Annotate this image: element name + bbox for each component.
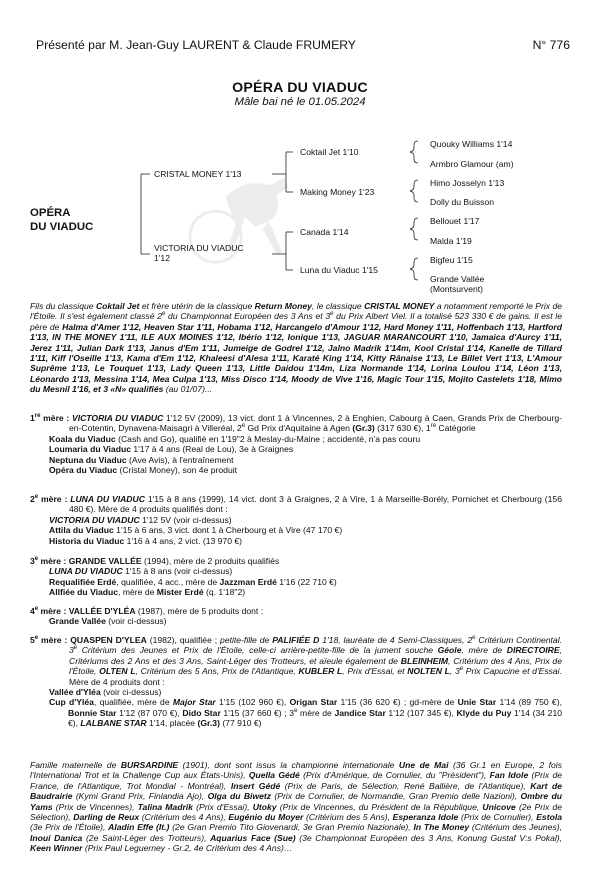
family-horse: Aladin Effe (It.): [108, 822, 170, 833]
group-badge: (Gr.3): [352, 423, 375, 434]
pedigree-dsd: Malda 1'19: [430, 236, 472, 246]
product-name: Unie Star: [457, 697, 497, 708]
text: 1'12 (107 345 €),: [385, 707, 457, 718]
text: du Championnat Européen des 3 Ans et 3: [165, 311, 331, 322]
family-horse: Esperanza Idole: [392, 812, 459, 823]
text: 3: [30, 556, 35, 566]
family-horse: Insert Gédé: [230, 780, 281, 791]
sup: re: [430, 423, 437, 430]
product-name: Origan Star: [289, 697, 338, 708]
text: (Cash and Go), qualifié en 1'19"2 à Meslay-du-Maine ; accidenté, n'a pas couru: [115, 433, 421, 444]
text: , 3: [449, 666, 460, 677]
mere5-label: [30, 635, 70, 645]
pedigree-sss: Quouky Williams 1'14: [430, 139, 513, 149]
product-name: Requalifiée Erdé: [49, 576, 117, 587]
product-name: Grande Vallée: [49, 616, 106, 627]
mere1-section: [30, 413, 562, 475]
product-name: Neptuna du Viaduc: [49, 454, 127, 465]
family-horse: Keen Winner: [30, 843, 83, 854]
text: Prix Capucine et d'Essai: [463, 666, 560, 677]
product-name: Historia du Viaduc: [49, 535, 125, 546]
text: Catégorie: [436, 423, 476, 434]
text: mère :: [38, 494, 71, 504]
text: (3e Championnat Européen des 3 Ans, Konung Gustaf V:s Pokal),: [295, 832, 563, 843]
sire-paragraph: [30, 301, 562, 395]
text: (Kymi Grand Prix, Finlandia Ajo),: [72, 791, 208, 802]
family-horse: Olga du Biwetz: [207, 791, 272, 802]
family-paragraph: [30, 760, 562, 854]
mere5-section: [30, 635, 562, 729]
ancestor-name: BLEINHEIM: [400, 655, 449, 666]
pedigree-ssd: Armbro Glamour (am): [430, 159, 514, 169]
text: (Prix d'Amérique, de Cornulier, du "Président"),: [299, 770, 490, 781]
text: 1'15 (36 620 €) ; gd-mère de: [337, 697, 458, 708]
product-name: Major Star: [172, 697, 216, 708]
text: (1994), mère de 2 produits qualifiés: [141, 556, 280, 566]
sup: e: [34, 556, 39, 563]
text: (2e Prix de Sélection),: [30, 801, 562, 823]
product-name: Dido Star: [182, 707, 221, 718]
family-horse: Une de Mai: [398, 760, 449, 770]
text: mère :: [38, 556, 69, 566]
text: mère :: [38, 606, 69, 616]
mere1-label: [30, 413, 72, 423]
text: 1'15 (37 660 €) ; 3: [220, 707, 295, 718]
ancestor-name: PALIFIÉE D: [272, 635, 320, 645]
pedigree-ddd-line1: Grande Vallée: [430, 274, 485, 284]
group-badge: (Gr.3): [197, 718, 220, 729]
family-name: BURSARDINE: [120, 760, 179, 770]
pedigree-dam-line2: 1'12: [154, 253, 170, 264]
product-name: LUNA DU VIADUC: [49, 566, 123, 577]
pedigree-horse: [30, 206, 93, 235]
text: 1'18, lauréate de 4 Semi-Classiques, 2: [319, 635, 473, 645]
product-name: Attila du Viaduc: [49, 525, 114, 536]
text: 1'16 à 4 ans, 2 vict. (13 970 €): [124, 535, 243, 546]
text: , mère de: [118, 587, 157, 598]
mere2-section: [30, 494, 562, 546]
ancestor-name: Géole: [437, 645, 462, 656]
text: 2: [30, 494, 35, 504]
mere3-label: [30, 556, 69, 566]
text: (Prix de Vincennes, du Président de la République,: [276, 801, 483, 812]
pedigree-dds: Bigfeu 1'15: [430, 255, 473, 265]
product-name: Jandice Star: [334, 707, 386, 718]
text: 1'17 à 4 ans (Real de Lou), 3e à Graignes: [130, 444, 294, 455]
text: 1'15 à 8 ans (voir ci-dessus): [122, 566, 233, 577]
text: 1'15 à 6 ans, 3 vict. dont 1 à Cherbourg et à Vire (47 170 €): [113, 525, 343, 536]
mere3-section: [30, 556, 562, 598]
text: et frère utérin de la classique: [139, 301, 255, 311]
family-horse: Ombre du Yams: [30, 791, 562, 812]
text: 1'14 (89 750 €),: [496, 697, 562, 708]
mere4-label: [30, 606, 69, 616]
text: 4: [30, 606, 35, 616]
text: (317 630 €), 1: [374, 423, 431, 434]
text: (Prix de France, de l'Atlantique, Trot Mondial - Montréal),: [30, 770, 563, 791]
text: 1'12 5V (voir ci-dessus): [139, 514, 232, 525]
text: . Mère de 4 produits dont :: [69, 666, 562, 687]
text: (Prix de Paris, de Sélection, René Ballière, de l'Atlantique),: [280, 780, 531, 791]
text: 1'12 (87 070 €),: [116, 707, 183, 718]
pedigree-chart: [0, 130, 600, 298]
pedigree-ddd-line2: (Montsurvent): [430, 284, 484, 295]
sup: e: [472, 635, 476, 642]
mere2-label: [30, 494, 70, 504]
lot-number: N° 776: [532, 38, 570, 52]
ancestor-name: DIRECTOIRE: [506, 645, 560, 656]
sup: e: [330, 311, 334, 318]
text: (voir ci-dessus): [100, 687, 162, 698]
text: Critérium des Jeunes et Prix de l'Étoile, celle-ci arrière-petite-fille de la jument souche: [77, 645, 438, 656]
product-name: Loumaria du Viaduc: [49, 444, 131, 455]
text: , qualifiée, mère de: [93, 697, 173, 708]
text: du Prix Albert Viel. Il a totalisé 523 330 € de gains. Il est le père de: [30, 311, 562, 332]
text: (Prix Paul Leguerney - Gr.2, 4e Critérium des 4 Ans)…: [82, 843, 293, 854]
sup: e: [34, 494, 39, 501]
family-horse: Unicove: [482, 801, 516, 812]
family-horse: Utoky: [252, 801, 277, 812]
text: (Prix de Vincennes),: [52, 801, 138, 812]
text: a notamment remporté le Prix de l'Étoile. Il s'est également classé 2: [30, 301, 563, 322]
sup: e: [294, 707, 298, 714]
mere5-name: QUASPEN D'YLEA: [70, 635, 147, 645]
family-horse: Darling de Reux: [73, 812, 140, 823]
sup: e: [34, 606, 39, 613]
pedigree-dam-dam: Luna du Viaduc 1'15: [300, 265, 378, 275]
text: 5: [30, 635, 35, 645]
ancestor-name: OLTEN L: [99, 666, 136, 677]
sup: e: [241, 423, 246, 430]
text: (au 01/07)...: [163, 384, 213, 395]
text: mère :: [40, 413, 72, 423]
text: , Critérium des 5 Ans, Prix de l'Atlantique,: [135, 666, 299, 677]
pedigree-horse-line2: DU VIADUC: [30, 221, 94, 234]
product-name: Bonnie Star: [68, 707, 117, 718]
text: , le classique: [311, 301, 365, 311]
pedigree-sds: Himo Josselyn 1'13: [430, 178, 505, 188]
pedigree-sire-dam: Making Money 1'23: [300, 187, 375, 197]
text: (77 910 €): [219, 718, 262, 729]
text: (Ave Avis), à l'entraînement: [126, 454, 234, 465]
text: , Critériums des 2 Ans et des 3 Ans, Saint-Léger des Trotteurs, et aïeule également de: [69, 645, 562, 666]
text: 1'12 5V (2009), 13 vict. dont 1 à Vincennes, 2 à Enghien, Cabourg à Caen, Grands Prix de Cherbourg-en-Cotentin, Dynavena-Maisagri à Villeréal, 2: [69, 413, 562, 434]
text: (voir ci-dessus): [105, 616, 167, 627]
pedigree-sire-sire: Coktail Jet 1'10: [300, 147, 359, 157]
text: (Cristal Money), son 4e produit: [117, 465, 238, 476]
family-horse: Kart de Baudrairie: [30, 780, 562, 802]
text: (1901), dont sont issus la championne internationale: [178, 760, 399, 770]
text: (Prix de Cornulier),: [458, 812, 537, 823]
family-horse: In The Money: [413, 822, 470, 833]
pedigree-dss: Bellouet 1'17: [430, 216, 480, 226]
text: , qualifiée, 4 acc., mère de: [116, 576, 220, 587]
presenter-line: Présenté par M. Jean-Guy LAURENT & Claude FRUMERY: [36, 38, 356, 52]
sup: e: [162, 311, 166, 318]
text: (2e Saint-Léger des Trotteurs),: [82, 832, 211, 843]
pedigree-sire: CRISTAL MONEY 1'13: [154, 169, 242, 179]
text: (q. 1'18"2): [203, 587, 246, 598]
product-name: Cup d'Yléa: [49, 697, 94, 708]
mere1-name: VICTORIA DU VIADUC: [71, 413, 164, 423]
family-horse: Estola: [536, 812, 562, 823]
text: 1'14 (34 210 €),: [68, 707, 563, 729]
product-name: VICTORIA DU VIADUC: [49, 514, 140, 525]
progeny-list: Halma d'Amer 1'12, Heaven Star 1'11, Hobama 1'12, Harcangelo d'Amour 1'12, Hard Money 1'11, Hoffenbach 1'13, Hartford 1'13, IN THE MONEY 1'11, ILE AUX MOINES 1'12, Ibério 1'12, Ionique 1'13, JAGUAR MARANCOURT 1'10, Jamaica d'Aurcy 1'11, Jerez 1'11, Julian Dark 1'13, Janus d'Em 1'11, Jumeige de Godrel 1'12, Jalno Madrik 1'14m, Kool Cristal 1'14, Kanelle de Tillard 1'11, Kiff l'Oseille 1'13, Kama d'Em 1'12, Khaleesi d'Alesa 1'11, Karaté King 1'14, Kitty Rânaise 1'13, Le Billet Vert 1'13, L'Amour Suprême 1'13, Le Touquet 1'13, Lady Queen 1'13, Little Daidou 1'14m, Liza Normande 1'14, Lorina Loulou 1'14, Léon 1'13, Léonardo 1'13, Messina 1'14, Mea Culpa 1'13, Miss Disco 1'14, Moody de Vive 1'16, Magic Tour 1'15, Mojito Castelets 1'18, Mimo du Mesnil 1'16, et 3 «N» qualifiés: [30, 321, 562, 395]
sire-name: CRISTAL MONEY: [364, 301, 435, 311]
product-name: Allfiée du Viaduc: [49, 587, 119, 598]
sup: e: [459, 666, 464, 673]
text: mère :: [38, 635, 71, 645]
text: Critérium Continental. 3: [69, 635, 562, 656]
text: (1982), qualifiée ;: [146, 635, 221, 645]
mere3-name: GRANDE VALLÉE: [68, 556, 142, 566]
product-name: Mister Erdé: [156, 587, 204, 598]
pedigree-dam-line1: VICTORIA DU VIADUC: [154, 243, 244, 253]
text: Gd Prix d'Aquitaine à Agen: [245, 423, 353, 434]
ancestor-name: KUBLER L: [298, 666, 343, 677]
sire-sire-name: Coktail Jet: [95, 301, 140, 311]
product-name: Jazzman Erdé: [219, 576, 277, 587]
product-name: Opéra du Viaduc: [49, 465, 118, 476]
text: 1'15 à 8 ans (1999), 14 vict. dont 3 à Graignes, 2 à Vire, 1 à Marseille-Borély, Pornichet et Cherbourg (156 480 €). Mère de 4 produits qualifiés dont :: [69, 494, 562, 515]
family-horse: Quella Gédé: [248, 770, 300, 781]
text: , Critérium des 4 Ans, Prix de l'Étoile,: [69, 655, 562, 677]
family-horse: Inoui Danica: [30, 832, 83, 843]
text: (3e Prix de l'Étoile),: [30, 822, 109, 833]
text: , mère de: [461, 645, 507, 656]
family-horse: Eugénio du Moyer: [228, 812, 304, 823]
ancestor-name: NOLTEN L: [407, 666, 450, 677]
text: (Critérium des 4 Ans),: [139, 812, 229, 823]
text: 1'16 (22 710 €): [276, 576, 337, 587]
text: 1'14, placée: [146, 718, 198, 729]
text: Famille maternelle de: [30, 760, 121, 770]
product-name: LALBANE STAR: [80, 718, 147, 729]
family-horse: Fan Idole: [489, 770, 529, 781]
pedigree-ddd: [430, 274, 484, 295]
pedigree-dam-sire: Canada 1'14: [300, 227, 349, 237]
text: (1987), mère de 5 produits dont :: [135, 606, 264, 616]
text: (Critérium des Jeunes),: [469, 822, 562, 833]
mere4-name: VALLÉE D'YLÉA: [68, 606, 136, 616]
pedigree-horse-line1: OPÉRA: [30, 207, 71, 219]
text: (Critérium des 5 Ans),: [303, 812, 393, 823]
text: (2e Gran Premio Tito Giovenardi, 3e Gran Premio Nazionale),: [169, 822, 414, 833]
sibling-name: Return Money: [254, 301, 312, 311]
pedigree-dam: [154, 243, 244, 264]
text: , Prix d'Essai, et: [342, 666, 408, 677]
product-name: Vallée d'Yléa: [49, 687, 101, 698]
text: (Prix de Cornulier, de Normandie, Gran Premio delle Nazioni),: [271, 791, 521, 802]
mere2-name: LUNA DU VIADUC: [70, 494, 145, 504]
text: 1'15 (102 960 €),: [215, 697, 290, 708]
sup: re: [34, 413, 41, 420]
text: mère de: [297, 707, 335, 718]
text: petite-fille de: [220, 635, 273, 645]
horse-subtitle: Mâle bai né le 01.05.2024: [234, 96, 366, 108]
mere4-section: [30, 606, 562, 627]
text: 1: [30, 413, 35, 423]
sup: e: [73, 645, 78, 652]
text: (36 Gr.1 en Europe, 2 fois l'International Trot et la Challenge Cup aux États-Unis),: [30, 760, 562, 781]
horse-title: OPÉRA DU VIADUC: [232, 80, 368, 96]
family-horse: Aquarius Face (Sue): [210, 832, 296, 843]
pedigree-sdd: Dolly du Buisson: [430, 197, 495, 207]
product-name: Klyde du Puy: [456, 707, 512, 718]
product-name: Koala du Viaduc: [49, 433, 116, 444]
text: Fils du classique: [30, 301, 96, 311]
sup: e: [34, 635, 39, 642]
text: (Prix d'Essai),: [192, 801, 253, 812]
family-horse: Talina Madrik: [137, 801, 193, 812]
